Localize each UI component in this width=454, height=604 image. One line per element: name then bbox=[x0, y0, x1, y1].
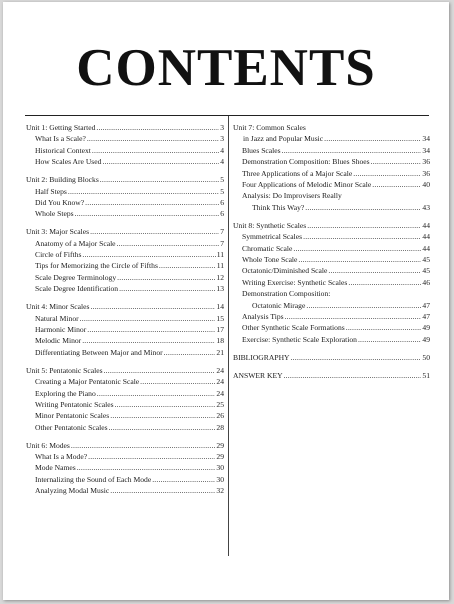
page-number: 45 bbox=[422, 254, 430, 264]
toc-entry[interactable]: Blues Scales ..... 34 bbox=[233, 145, 430, 156]
toc-entry[interactable]: Other Pentatonic Scales ..... 28 bbox=[26, 422, 224, 433]
leader-dots bbox=[284, 370, 422, 381]
leader-dots bbox=[75, 208, 220, 219]
page-number: 34 bbox=[422, 145, 430, 155]
page-number: 4 bbox=[220, 145, 224, 155]
page-number: 14 bbox=[216, 302, 224, 312]
toc-right-column bbox=[233, 122, 430, 388]
document-page bbox=[3, 2, 449, 600]
page-number: 17 bbox=[216, 325, 224, 334]
toc-entry[interactable]: Exploring the Piano ..... 24 bbox=[26, 388, 224, 399]
page-number: 49 bbox=[422, 323, 430, 333]
leader-dots bbox=[306, 300, 421, 311]
leader-dots bbox=[87, 324, 215, 335]
toc-entry[interactable]: Analysis: Do Improvisers Really Think This Way? ..... 43 bbox=[233, 190, 430, 213]
toc-entry[interactable]: Demonstration Composition: Blues Shoes ..... 36 bbox=[233, 156, 430, 167]
leader-dots bbox=[346, 322, 422, 333]
leader-dots bbox=[324, 133, 421, 144]
toc-entry[interactable]: Differentiating Between Major and Minor ..... 21 bbox=[26, 347, 224, 358]
leader-dots bbox=[102, 156, 219, 167]
bibliography-entry[interactable]: BIBLIOGRAPHY ..... 50 bbox=[233, 352, 430, 363]
unit-heading[interactable]: Unit 2: Building Blocks ..... 5 bbox=[26, 174, 224, 185]
page-number: 32 bbox=[216, 486, 224, 496]
toc-entry[interactable]: Writing Pentatonic Scales ..... 25 bbox=[26, 399, 224, 410]
leader-dots bbox=[100, 174, 219, 185]
page-number: 36 bbox=[422, 157, 430, 167]
page-number: 34 bbox=[422, 134, 430, 144]
page-number: 44 bbox=[422, 232, 430, 242]
leader-dots bbox=[109, 422, 216, 433]
page-number: 29 bbox=[216, 440, 224, 450]
page-number: 15 bbox=[216, 313, 224, 323]
page-number: 47 bbox=[422, 300, 430, 310]
page-number: 24 bbox=[216, 388, 224, 398]
leader-dots bbox=[117, 272, 215, 283]
toc-entry[interactable]: Whole Steps ..... 6 bbox=[26, 208, 224, 219]
toc-entry[interactable]: Other Synthetic Scale Formations ..... 49 bbox=[233, 322, 430, 333]
leader-dots bbox=[353, 168, 421, 179]
page-number: 24 bbox=[216, 365, 224, 375]
leader-dots bbox=[82, 249, 215, 260]
unit-heading[interactable]: Unit 5: Pentatonic Scales ..... 24 bbox=[26, 365, 224, 376]
leader-dots bbox=[80, 313, 216, 324]
leader-dots bbox=[303, 231, 421, 242]
leader-dots bbox=[159, 260, 216, 271]
toc-left-column bbox=[26, 122, 224, 503]
leader-dots bbox=[77, 462, 216, 473]
unit-3 bbox=[26, 226, 224, 294]
answer-key-entry[interactable]: ANSWER KEY ..... 51 bbox=[233, 370, 430, 381]
toc-entry[interactable]: Analyzing Modal Music ..... 32 bbox=[26, 485, 224, 496]
leader-dots bbox=[97, 388, 216, 399]
toc-entry[interactable]: How Scales Are Used ..... 4 bbox=[26, 156, 224, 167]
toc-entry[interactable]: Octatonic/Diminished Scale ..... 45 bbox=[233, 265, 430, 276]
page-number: 6 bbox=[220, 197, 224, 207]
page-number: 24 bbox=[216, 377, 224, 387]
column-divider bbox=[228, 116, 229, 556]
page-number: 47 bbox=[422, 312, 430, 321]
leader-dots bbox=[152, 474, 215, 485]
page-number: 12 bbox=[216, 272, 224, 282]
page-number: 4 bbox=[220, 157, 224, 167]
toc-entry[interactable]: Did You Know? ..... 6 bbox=[26, 197, 224, 208]
toc-entry[interactable]: Minor Pentatonic Scales ..... 26 bbox=[26, 410, 224, 421]
page-number: 13 bbox=[216, 284, 224, 294]
toc-entry[interactable]: Historical Context ..... 4 bbox=[26, 145, 224, 156]
leader-dots bbox=[91, 301, 216, 312]
toc-entry[interactable]: Scale Degree Terminology ..... 12 bbox=[26, 272, 224, 283]
leader-dots bbox=[68, 186, 219, 197]
toc-entry[interactable]: Tips for Memorizing the Circle of Fifths ..... 11 bbox=[26, 260, 224, 271]
unit-heading[interactable]: Unit 8: Synthetic Scales ..... 44 bbox=[233, 220, 430, 231]
leader-dots bbox=[285, 311, 422, 322]
page-number: 6 bbox=[220, 209, 224, 219]
toc-entry[interactable]: Symmetrical Scales ..... 44 bbox=[233, 231, 430, 242]
toc-entry[interactable]: Anatomy of a Major Scale ..... 7 bbox=[26, 238, 224, 249]
leader-dots bbox=[90, 226, 219, 237]
page-number: 18 bbox=[216, 336, 224, 346]
toc-entry[interactable]: Exercise: Synthetic Scale Exploration ..... 49 bbox=[233, 334, 430, 345]
leader-dots bbox=[307, 220, 421, 231]
page-number: 5 bbox=[220, 186, 224, 196]
toc-entry[interactable]: Mode Names ..... 30 bbox=[26, 462, 224, 473]
leader-dots bbox=[117, 238, 220, 249]
leader-dots bbox=[115, 399, 216, 410]
leader-dots bbox=[92, 145, 219, 156]
page-number: 40 bbox=[422, 180, 430, 190]
unit-7 bbox=[233, 122, 430, 213]
page-number: 46 bbox=[422, 277, 430, 287]
leader-dots bbox=[164, 347, 216, 358]
page-number: 5 bbox=[220, 175, 224, 185]
leader-dots bbox=[110, 485, 215, 496]
unit-6 bbox=[26, 440, 224, 497]
toc-entry[interactable]: Half Steps ..... 5 bbox=[26, 186, 224, 197]
leader-dots bbox=[119, 283, 215, 294]
page-number: 51 bbox=[422, 370, 430, 380]
toc-entry[interactable]: Writing Exercise: Synthetic Scales ..... 46 bbox=[233, 277, 430, 288]
unit-heading[interactable]: Unit 7: Common Scales in Jazz and Popular Music ..... 34 bbox=[233, 122, 430, 145]
toc-entry[interactable]: Circle of Fifths ..... 11 bbox=[26, 249, 224, 260]
toc-entry[interactable]: Creating a Major Pentatonic Scale ..... 24 bbox=[26, 376, 224, 387]
leader-dots bbox=[96, 122, 219, 133]
page-number: 36 bbox=[422, 168, 430, 178]
unit-heading[interactable]: Unit 6: Modes ..... 29 bbox=[26, 440, 224, 451]
page-number: 7 bbox=[220, 238, 224, 248]
leader-dots bbox=[372, 179, 421, 190]
toc-entry[interactable]: Harmonic Minor ..... 17 bbox=[26, 324, 224, 335]
leader-dots bbox=[358, 334, 421, 345]
page-number: 26 bbox=[216, 411, 224, 421]
unit-heading[interactable]: Unit 4: Minor Scales ..... 14 bbox=[26, 301, 224, 312]
page-number: 3 bbox=[220, 134, 224, 144]
toc-entry[interactable]: Melodic Minor ..... 18 bbox=[26, 335, 224, 346]
leader-dots bbox=[85, 197, 219, 208]
page-number: 11 bbox=[216, 261, 224, 271]
page-number: 44 bbox=[422, 243, 430, 253]
leader-dots bbox=[87, 133, 219, 144]
title-rule bbox=[25, 115, 429, 116]
toc-entry[interactable]: Whole Tone Scale ..... 45 bbox=[233, 254, 430, 265]
page-number: 30 bbox=[216, 463, 224, 473]
toc-entry[interactable]: Internalizing the Sound of Each Mode ..... 30 bbox=[26, 474, 224, 485]
unit-heading[interactable]: Unit 3: Major Scales ..... 7 bbox=[26, 226, 224, 237]
toc-entry[interactable]: Chromatic Scale ..... 44 bbox=[233, 243, 430, 254]
leader-dots bbox=[282, 145, 422, 156]
leader-dots bbox=[291, 352, 422, 363]
unit-8 bbox=[233, 220, 430, 345]
page-number: 44 bbox=[422, 220, 430, 230]
leader-dots bbox=[328, 265, 421, 276]
leader-dots bbox=[348, 277, 421, 288]
unit-heading[interactable]: Unit 1: Getting Started ..... 3 bbox=[26, 122, 224, 133]
page-number: 50 bbox=[422, 352, 430, 362]
page-number: 43 bbox=[422, 202, 430, 212]
toc-entry[interactable]: What Is a Mode? ..... 29 bbox=[26, 451, 224, 462]
leader-dots bbox=[71, 440, 216, 451]
leader-dots bbox=[305, 202, 421, 213]
toc-entry[interactable]: Scale Degree Identification ..... 13 bbox=[26, 283, 224, 294]
unit-1 bbox=[26, 122, 224, 168]
leader-dots bbox=[293, 243, 421, 254]
leader-dots bbox=[82, 335, 215, 346]
page-number: 3 bbox=[220, 123, 224, 132]
unit-5 bbox=[26, 365, 224, 433]
leader-dots bbox=[104, 365, 216, 376]
unit-2 bbox=[26, 174, 224, 220]
leader-dots bbox=[371, 156, 422, 167]
page-number: 11 bbox=[216, 250, 224, 260]
leader-dots bbox=[298, 254, 421, 265]
page-number: 45 bbox=[422, 266, 430, 276]
toc-entry[interactable]: What Is a Scale? ..... 3 bbox=[26, 133, 224, 144]
toc-entry[interactable]: Analysis Tips ..... 47 bbox=[233, 311, 430, 322]
leader-dots bbox=[88, 451, 215, 462]
leader-dots bbox=[110, 410, 215, 421]
toc-entry[interactable]: Demonstration Composition: Octatonic Mirage ..... 47 bbox=[233, 288, 430, 311]
toc-entry[interactable]: Natural Minor ..... 15 bbox=[26, 313, 224, 324]
toc-entry[interactable]: Three Applications of a Major Scale ..... 36 bbox=[233, 168, 430, 179]
page-number: 21 bbox=[216, 347, 224, 357]
page-number: 28 bbox=[216, 422, 224, 432]
leader-dots bbox=[140, 376, 215, 387]
toc-entry[interactable]: Four Applications of Melodic Minor Scale ..... 40 bbox=[233, 179, 430, 190]
page-number: 29 bbox=[216, 452, 224, 462]
page-number: 30 bbox=[216, 474, 224, 484]
page-number: 7 bbox=[220, 227, 224, 237]
unit-4 bbox=[26, 301, 224, 358]
page-number: 25 bbox=[216, 399, 224, 409]
page-number: 49 bbox=[422, 334, 430, 344]
page-title: CONTENTS bbox=[76, 39, 376, 97]
